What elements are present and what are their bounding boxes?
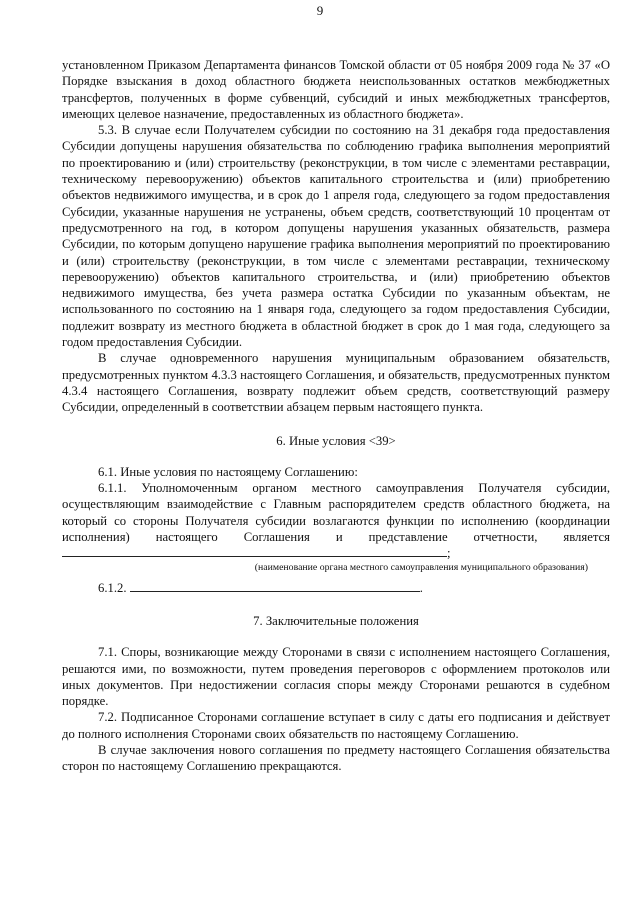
- paragraph-7-2: 7.2. Подписанное Сторонами соглашение вступает в силу с даты его подписания и действует до полного исполнения Сторонами своих обязательств по настоящему Соглашению.: [62, 710, 610, 741]
- paragraph-simultaneous-violation: В случае одновременного нарушения муниципальным образованием обязательств, предусмотренных пунктом 4.3.3 настоящего Соглашения, и обязательств, предусмотренных пунктом 4.3.4 настоящего Соглашения, возврату подлежит объем средств, соответствующий размеру Субсидии, определенный в соответствии абзацем первым настоящего пункта.: [62, 351, 610, 415]
- paragraph-6-1-2-label: 6.1.2.: [98, 580, 127, 595]
- section-6-heading: 6. Иные условия <39>: [276, 433, 396, 448]
- paragraph-5-3: 5.3. В случае если Получателем субсидии по состоянию на 31 декабря года предоставления Субсидии допущены нарушения обязательства по соблюдению графика выполнения мероприятий по проектированию и (или) строительству (реконструкции, в том числе с элементами реставрации, техническому перевооружению) объектов капитального строительства и (или) приобретению объектов недвижимого имущества, и в срок до 1 апреля года, следующего за годом предоставления Субсидии, указанные нарушения не устранены, объем средств, соответствующий 10 процентам от предусмотренного на год, в котором допущены нарушения указанных обязательств, размера Субсидии, по которым допущено нарушение графика выполнения мероприятий по проектированию и (или) строительству (реконструкции, в том числе с элементами реставрации, техническому перевооружению) объектов капитального строительства, и (или) приобретению объектов недвижимого имущества, без учета размера остатка Субсидии по указанным объектам, не использованного по состоянию на 1 января года, следующего за годом предоставления Субсидии, подлежит возврату из местного бюджета в областной бюджет в срок до 1 мая года, следующего за годом предоставления Субсидии.: [62, 123, 610, 350]
- condition-fill-line[interactable]: [130, 580, 420, 592]
- document-body: [62, 57, 610, 775]
- authority-fill-line[interactable]: [62, 545, 447, 557]
- paragraph-6-1: 6.1. Иные условия по настоящему Соглашению:: [98, 464, 358, 479]
- section-7-heading: 7. Заключительные положения: [253, 613, 419, 628]
- fill-line-caption: (наименование органа местного самоуправления муниципального образования): [254, 561, 588, 573]
- paragraph-6-1-1-end: ;: [447, 546, 451, 561]
- paragraph-6-1-1-text: 6.1.1. Уполномоченным органом местного самоуправления Получателя субсидии, осуществляющим взаимодействие с Главным распорядителем средств областного бюджета, на который со стороны Получателя субсидии возлагаются функции по исполнению (координации исполнения) настоящего Соглашения и представление отчетности, является: [62, 481, 610, 545]
- paragraph-new-agreement: В случае заключения нового соглашения по предмету настоящего Соглашения обязательства сторон по настоящему Соглашению прекращаются.: [62, 742, 610, 774]
- paragraph-7-1: 7.1. Споры, возникающие между Сторонами в связи с исполнением настоящего Соглашения, решаются ими, по возможности, путем проведения переговоров с оформлением протоколов или иных документов. При недостижении согласия споры между Сторонами решаются в судебном порядке.: [62, 645, 610, 709]
- paragraph-6-1-2-end: .: [419, 580, 423, 595]
- paragraph-6-1-1: [62, 480, 610, 561]
- paragraph-continuation: установленном Приказом Департамента финансов Томской области от 05 ноября 2009 года № 37 «О Порядке взыскания в доход областного бюджета неиспользованных остатков межбюджетных трансфертов, полученных в форме субвенций, субсидий и иных межбюджетных трансфертов, имеющих целевое назначение, предоставленных из областного бюджета».: [62, 58, 610, 121]
- page-number: 9: [316, 3, 324, 18]
- paragraph-6-1-2: [62, 580, 610, 596]
